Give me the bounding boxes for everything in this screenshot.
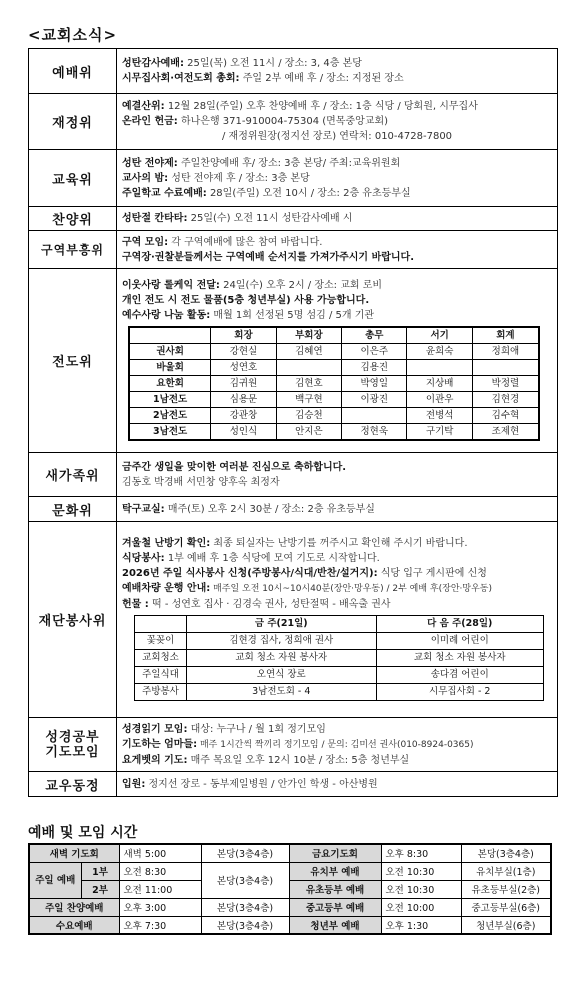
officers-cell: 김혜연: [276, 343, 341, 359]
officers-cell: [276, 359, 341, 375]
schedule-place: 본당(3층4층): [461, 844, 551, 862]
officers-cell: 심용문: [211, 391, 276, 407]
officers-cell: [472, 359, 539, 375]
dept-choir: 찬양위: [29, 207, 117, 231]
schedule-time: 오전 8:30: [119, 862, 201, 880]
duty-cell: 김현경 집사, 정희애 권사: [187, 632, 377, 649]
church-news-table: [28, 48, 558, 797]
officers-cell: [342, 407, 407, 423]
evangelism-line-1-text: 24일(수) 오후 2시 / 장소: 교회 로비: [219, 279, 383, 291]
officers-group-name: 요한회: [129, 375, 211, 391]
duty-header: [135, 615, 187, 632]
choir-line-1-text: 25일(수) 오전 11시 성탄감사예배 시: [187, 213, 353, 224]
schedule-time: 새벽 5:00: [119, 844, 201, 862]
duty-cell: 오연식 장로: [187, 666, 377, 683]
service-line-2-label: 식당봉사:: [122, 552, 165, 564]
table-row: [135, 683, 544, 700]
officers-cell: 이관우: [407, 391, 472, 407]
dept-bible-line-2: 기도모임: [45, 744, 100, 760]
table-row: [29, 862, 551, 880]
dept-finance: 재정위: [29, 94, 117, 150]
evangelism-line-1-label: 이웃사랑 롤케익 전달:: [122, 279, 220, 291]
bible-line-2-text: 매주 1시간씩 짝끼리 정기모임 / 문의: 김미선 권사(010-8924-0365): [197, 739, 474, 750]
duty-cell: 송다겸 어린이: [376, 666, 543, 683]
officers-cell: 정현욱: [342, 423, 407, 440]
culture-line-1-label: 탁구교실:: [122, 503, 165, 515]
table-row: [29, 898, 551, 916]
district-body: [117, 231, 558, 269]
schedule-place: 청년부실(6층): [461, 916, 551, 934]
service-duty-table: [134, 615, 544, 701]
table-row: [135, 632, 544, 649]
dept-education: 교육위: [29, 150, 117, 207]
officers-cell: 이은주: [342, 343, 407, 359]
dept-culture: 문화위: [29, 497, 117, 522]
schedule-label: 유치부 예배: [289, 862, 381, 880]
schedule-place: 중고등부실(6층): [461, 898, 551, 916]
duty-header-next-week: 다 음 주(28일): [376, 615, 543, 632]
newfamily-line-1-label: 금주간 생일을 맞이한 여러분 진심으로 축하합니다.: [122, 461, 347, 473]
table-row: [129, 391, 539, 407]
duty-cell: 이미례 어린이: [376, 632, 543, 649]
officers-cell: 정희애: [472, 343, 539, 359]
page-title: <교회소식>: [28, 26, 118, 44]
bible-line-3-text: 매주 목요일 오후 12시 10분 / 장소: 5층 청년부실: [187, 754, 410, 766]
dept-visitation: 교우동정: [29, 772, 117, 797]
bible-line-3-label: 요게벳의 기도:: [122, 754, 188, 766]
schedule-label: 주일 예배: [29, 862, 81, 898]
duty-header-this-week: 금 주(21일): [187, 615, 377, 632]
table-row: [135, 666, 544, 683]
worship-line-2-label: 시무집사회·여전도회 총회:: [122, 73, 240, 84]
duty-name: 주방봉사: [135, 683, 187, 700]
schedule-place: 본당(3층4층): [201, 862, 289, 898]
evangelism-body: [117, 269, 558, 453]
education-body: [117, 150, 558, 207]
duty-cell: 교회 청소 자원 봉사자: [376, 649, 543, 666]
choir-body: [117, 207, 558, 231]
officers-cell: [407, 359, 472, 375]
bible-body: [117, 718, 558, 772]
schedule-place: 본당(3층4층): [201, 844, 289, 862]
officers-cell: 김현경: [472, 391, 539, 407]
dept-worship: 예배위: [29, 49, 117, 94]
officers-header: [129, 327, 211, 344]
schedule-time: 오후 3:00: [119, 898, 201, 916]
service-line-4-text: 매주일 오전 10시~10시40분(장안·망우동) / 2부 예배 후(장안·망우동): [210, 583, 492, 594]
table-row: [129, 407, 539, 423]
bible-line-1-label: 성경읽기 모임:: [122, 723, 188, 735]
duty-cell: 시무집사회 - 2: [376, 683, 543, 700]
schedule-place: 본당(3층4층): [201, 898, 289, 916]
schedule-place: 본당(3층4층): [201, 916, 289, 934]
service-line-1-label: 겨울철 난방기 확인:: [122, 537, 211, 549]
district-line-1-label: 구역 모임:: [122, 236, 169, 248]
officers-header: 회장: [211, 327, 276, 344]
schedule-time: 오전 10:30: [381, 862, 461, 880]
schedule-time: 오후 8:30: [381, 844, 461, 862]
choir-line-1-label: 성탄절 칸타타:: [122, 213, 188, 224]
finance-line-1-text: 12월 28일(주일) 오후 찬양예배 후 / 장소: 1층 식당 / 당회원, 시무집사: [164, 101, 478, 112]
schedule-place: 유초등부실(2층): [461, 880, 551, 898]
schedule-place: 유치부실(1층): [461, 862, 551, 880]
table-row: [129, 343, 539, 359]
dept-district: 구역부흥위: [29, 231, 117, 269]
officers-cell: 지상배: [407, 375, 472, 391]
worship-body: [117, 49, 558, 94]
officers-group-name: 3남전도: [129, 423, 211, 440]
officers-cell: 김귀원: [211, 375, 276, 391]
table-row: [29, 844, 551, 862]
service-line-3-label: 2026년 주일 식사봉사 신청(주방봉사/식대/반찬/설거지):: [122, 567, 378, 579]
officers-cell: 김용진: [342, 359, 407, 375]
officers-cell: 박영일: [342, 375, 407, 391]
finance-line-1-label: 예결산위:: [122, 101, 165, 112]
culture-body: [117, 497, 558, 522]
finance-line-2-label: 온라인 헌금:: [122, 116, 178, 127]
officers-cell: 김수혁: [472, 407, 539, 423]
finance-line-2-text: 하나은행 371-910004-75304 (면목중앙교회): [177, 116, 389, 127]
schedule-time: 오후 1:30: [381, 916, 461, 934]
officers-cell: 김현호: [276, 375, 341, 391]
service-line-2-text: 1부 예배 후 1층 식당에 모여 기도로 시작합니다.: [164, 552, 380, 564]
education-line-3-text: 28일(주일) 오전 10시 / 장소: 2층 유초등부실: [206, 187, 411, 199]
visitation-line-1-text: 정지선 장로 - 동부제일병원 / 안가인 학생 - 아산병원: [145, 778, 378, 790]
bible-line-2-label: 기도하는 엄마들:: [122, 738, 198, 750]
evangelism-line-3-text: 매월 1회 선정된 5명 섬김 / 5개 기관: [210, 309, 375, 321]
officers-group-name: 권사회: [129, 343, 211, 359]
bible-line-1-text: 대상: 누구나 / 월 1회 정기모임: [187, 723, 326, 735]
evangelism-line-3-label: 예수사랑 나눔 활동:: [122, 309, 211, 321]
officers-cell: 강관창: [211, 407, 276, 423]
schedule-table: [28, 843, 552, 935]
worship-line-1-label: 성탄감사예배:: [122, 58, 184, 69]
officers-cell: 박정렬: [472, 375, 539, 391]
officers-cell: 윤희숙: [407, 343, 472, 359]
dept-newfamily: 새가족위: [29, 453, 117, 497]
evangelism-line-2-label: 개인 전도 시 전도 물품(5층 청년부실) 사용 가능합니다.: [122, 294, 370, 306]
visitation-body: [117, 772, 558, 797]
officers-cell: 성인식: [211, 423, 276, 440]
education-line-1-label: 성탄 전야제:: [122, 157, 178, 169]
education-line-1-text: 주일찬양예배 후/ 장소: 3층 본당/ 주최:교육위원회: [177, 157, 401, 169]
table-row: [129, 375, 539, 391]
table-row: [129, 359, 539, 375]
evangelism-officers-table: [128, 326, 540, 441]
table-row: [29, 916, 551, 934]
duty-name: 교회청소: [135, 649, 187, 666]
officers-group-name: 2남전도: [129, 407, 211, 423]
schedule-label: 청년부 예배: [289, 916, 381, 934]
visitation-line-1-label: 입원:: [122, 778, 146, 790]
service-line-5-label: 헌물 :: [122, 598, 149, 610]
service-line-4-label: 예배차량 운행 안내:: [122, 582, 211, 594]
schedule-label: 금요기도회: [289, 844, 381, 862]
schedule-time: 오후 7:30: [119, 916, 201, 934]
district-line-1-text: 각 구역예배에 많은 참여 바랍니다.: [168, 236, 323, 248]
officers-cell: 전병석: [407, 407, 472, 423]
officers-cell: 안지은: [276, 423, 341, 440]
schedule-time: 오전 10:30: [381, 880, 461, 898]
duty-cell: 교회 청소 자원 봉사자: [187, 649, 377, 666]
education-line-3-label: 주일학교 수료예배:: [122, 187, 207, 199]
finance-line-3-text: / 재정위원장(정지선 장로) 연락처: 010-4728-7800: [222, 131, 453, 142]
schedule-label: 주일 찬양예배: [29, 898, 119, 916]
table-row: [129, 423, 539, 440]
education-line-2-label: 교사의 밤:: [122, 172, 169, 184]
officers-cell: 조제현: [472, 423, 539, 440]
officers-cell: 김승천: [276, 407, 341, 423]
table-row: [135, 649, 544, 666]
schedule-label: 유초등부 예배: [289, 880, 381, 898]
officers-header: 서기: [407, 327, 472, 344]
worship-line-2-text: 주일 2부 예배 후 / 장소: 지정된 장소: [239, 73, 404, 84]
service-line-5-text: 떡 - 성연호 집사 · 김경숙 권사, 성탄절떡 - 배옥출 권사: [148, 598, 391, 610]
schedule-part: 2부: [81, 880, 119, 898]
newfamily-birthday-names: 김동호 박경배 서민창 양후옥 최정자: [122, 476, 280, 488]
officers-header: 부회장: [276, 327, 341, 344]
schedule-time: 오전 10:00: [381, 898, 461, 916]
officers-group-name: 1남전도: [129, 391, 211, 407]
officers-header: 총무: [342, 327, 407, 344]
dept-bible-prayer: [29, 718, 117, 772]
schedule-label: 중고등부 예배: [289, 898, 381, 916]
officers-header: 회계: [472, 327, 539, 344]
officers-cell: 강현실: [211, 343, 276, 359]
schedule-part: 1부: [81, 862, 119, 880]
table-row: [29, 880, 551, 898]
duty-name: 주일식대: [135, 666, 187, 683]
dept-evangelism: 전도위: [29, 269, 117, 453]
duty-cell: 3남전도회 - 4: [187, 683, 377, 700]
culture-line-1-text: 매주(토) 오후 2시 30분 / 장소: 2층 유초등부실: [164, 503, 375, 515]
officers-cell: 백구현: [276, 391, 341, 407]
service-line-3-text: 식당 입구 게시판에 신청: [377, 567, 487, 579]
worship-line-1-text: 25일(목) 오전 11시 / 장소: 3, 4층 본당: [183, 58, 362, 69]
newfamily-body: [117, 453, 558, 497]
officers-cell: 성연호: [211, 359, 276, 375]
dept-service: 재단봉사위: [29, 522, 117, 718]
district-line-2-label: 구역장·권찰분들께서는 구역예배 순서지를 가져가주시기 바랍니다.: [122, 251, 415, 263]
service-line-1-text: 최종 퇴실자는 난방기를 꺼주시고 확인해 주시기 바랍니다.: [210, 537, 468, 549]
officers-group-name: 바울회: [129, 359, 211, 375]
service-body: [117, 522, 558, 718]
finance-body: [117, 94, 558, 150]
dept-bible-line-1: 성경공부: [45, 729, 100, 745]
schedule-label: 수요예배: [29, 916, 119, 934]
officers-cell: 구기탁: [407, 423, 472, 440]
schedule-title: 예배 및 모임 시간: [28, 825, 138, 841]
education-line-2-text: 성탄 전야제 후 / 장소: 3층 본당: [168, 172, 310, 184]
officers-cell: 이광진: [342, 391, 407, 407]
duty-name: 꽃꽂이: [135, 632, 187, 649]
schedule-label: 새벽 기도회: [29, 844, 119, 862]
schedule-time: 오전 11:00: [119, 880, 201, 898]
